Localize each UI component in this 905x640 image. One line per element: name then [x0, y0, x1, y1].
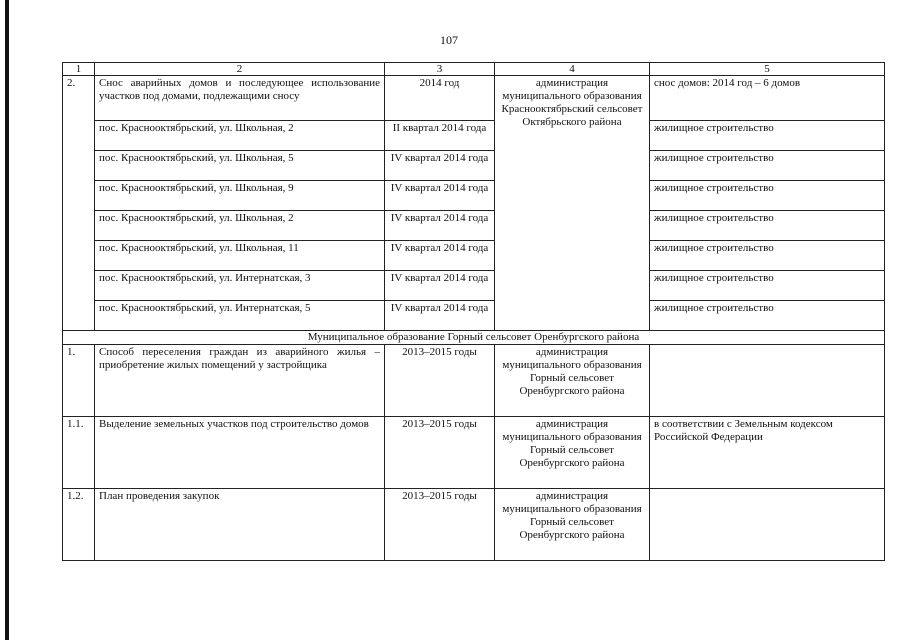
period-cell: II квартал 2014 года	[385, 121, 495, 151]
period-cell: 2013–2015 годы	[385, 489, 495, 561]
result-cell	[650, 345, 885, 417]
period-cell: 2013–2015 годы	[385, 345, 495, 417]
executor-cell: администрация муниципального образования Краснооктябрьский сельсовет Октябрьского района	[495, 76, 650, 331]
measure-title: Снос аварийных домов и последующее использование участков под домами, подлежащими сносу	[95, 76, 385, 121]
address-cell: пос. Краснооктябрьский, ул. Школьная, 11	[95, 241, 385, 271]
period-cell: IV квартал 2014 года	[385, 241, 495, 271]
result-cell	[650, 489, 885, 561]
page-number: 107	[440, 33, 458, 47]
address-cell: пос. Краснооктябрьский, ул. Интернатская, 3	[95, 271, 385, 301]
table-row	[63, 151, 885, 181]
result-cell: жилищное строительство	[650, 271, 885, 301]
result-cell: жилищное строительство	[650, 301, 885, 331]
header-cell: 4	[495, 63, 650, 76]
header-cell: 2	[95, 63, 385, 76]
table-row	[63, 241, 885, 271]
address-cell: пос. Краснооктябрьский, ул. Школьная, 5	[95, 151, 385, 181]
table-row	[63, 76, 885, 121]
header-cell: 5	[650, 63, 885, 76]
address-cell: пос. Краснооктябрьский, ул. Школьная, 9	[95, 181, 385, 211]
margin-bar	[5, 0, 9, 640]
row-number: 2.	[63, 76, 95, 331]
result-cell: жилищное строительство	[650, 181, 885, 211]
executor-cell: администрация муниципального образования Горный сельсовет Оренбургского района	[495, 417, 650, 489]
executor-cell: администрация муниципального образования Горный сельсовет Оренбургского района	[495, 489, 650, 561]
measure-title: Способ переселения граждан из аварийного жилья – приобретение жилых помещений у застройщика	[95, 345, 385, 417]
period-cell: IV квартал 2014 года	[385, 271, 495, 301]
result-cell: в соответствии с Земельным кодексом Российской Федерации	[650, 417, 885, 489]
table-row	[63, 271, 885, 301]
table-row	[63, 301, 885, 331]
program-table	[62, 62, 885, 561]
result-cell: снос домов: 2014 год – 6 домов	[650, 76, 885, 121]
table-row	[63, 211, 885, 241]
table-row	[63, 181, 885, 211]
measure-title: План проведения закупок	[95, 489, 385, 561]
table-row	[63, 121, 885, 151]
address-cell: пос. Краснооктябрьский, ул. Интернатская, 5	[95, 301, 385, 331]
table-row	[63, 489, 885, 561]
header-cell: 1	[63, 63, 95, 76]
result-cell: жилищное строительство	[650, 211, 885, 241]
period-cell: IV квартал 2014 года	[385, 151, 495, 181]
row-number: 1.1.	[63, 417, 95, 489]
address-cell: пос. Краснооктябрьский, ул. Школьная, 2	[95, 121, 385, 151]
row-number: 1.	[63, 345, 95, 417]
period-cell: IV квартал 2014 года	[385, 211, 495, 241]
measure-title: Выделение земельных участков под строительство домов	[95, 417, 385, 489]
address-cell: пос. Краснооктябрьский, ул. Школьная, 2	[95, 211, 385, 241]
result-cell: жилищное строительство	[650, 151, 885, 181]
table-row	[63, 345, 885, 417]
period-cell: IV квартал 2014 года	[385, 181, 495, 211]
section-title: Муниципальное образование Горный сельсовет Оренбургского района	[63, 331, 885, 345]
period-cell: 2013–2015 годы	[385, 417, 495, 489]
result-cell: жилищное строительство	[650, 121, 885, 151]
period-cell: IV квартал 2014 года	[385, 301, 495, 331]
result-cell: жилищное строительство	[650, 241, 885, 271]
header-row	[63, 63, 885, 76]
table-row	[63, 417, 885, 489]
row-number: 1.2.	[63, 489, 95, 561]
period-cell: 2014 год	[385, 76, 495, 121]
section-row	[63, 331, 885, 345]
executor-cell: администрация муниципального образования Горный сельсовет Оренбургского района	[495, 345, 650, 417]
header-cell: 3	[385, 63, 495, 76]
